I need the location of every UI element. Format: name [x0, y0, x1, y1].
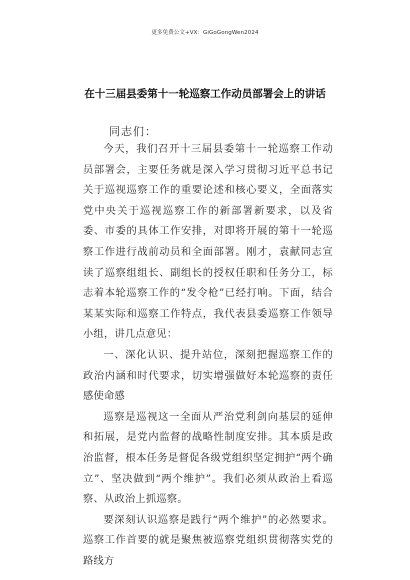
salutation: 同志们：: [109, 125, 157, 138]
section-heading-1: 一、深化认识、提升站位，深刻把握巡察工作的政治内涵和时代要求，切实增强做好本轮巡察的责任感使命感: [83, 349, 333, 403]
document-body: [83, 140, 333, 572]
document-title: 在十三届县委第十一轮巡察工作动员部署会上的讲话: [84, 88, 326, 100]
paragraph-inspection-nature: 巡察是巡视这一全面从严治党利剑向基层的延伸和拓展，是党内监督的战略性制度安排。其本质是政治监督，根本任务是督促各级党组织坚定拥护“两个确立”、坚决做到“两个维护”。我们必须从政治上看巡察、从政治上抓巡察。: [83, 411, 333, 506]
paragraph-two-safeguards: 要深刻认识巡察是践行“两个维护”的必然要求。巡察工作首要的就是聚焦被巡察党组织贯彻落实党的路线方: [83, 514, 333, 567]
header-note: 更多免费公文+VX：GiGoGongWen2024: [151, 30, 259, 36]
paragraph-opening: 今天，我们召开十三届县委第十一轮巡察工作动员部署会，主要任务就是深入学习贯彻习近平总书记关于巡视巡察工作的重要论述和核心要义，全面落实党中央关于巡视巡察工作的新部署新要求，以及省委、市委的具体工作安排，对即将开展的第十一轮巡察工作进行战前动员和全面部署。刚才，袁献同志宣读了巡察组组长、副组长的授权任职和任务分工，标志着本轮巡察工作的“发令枪”已经打响。下面，结合某某实际和巡察工作特点，我代表县委巡察工作领导小组，讲几点意见：: [83, 144, 333, 341]
